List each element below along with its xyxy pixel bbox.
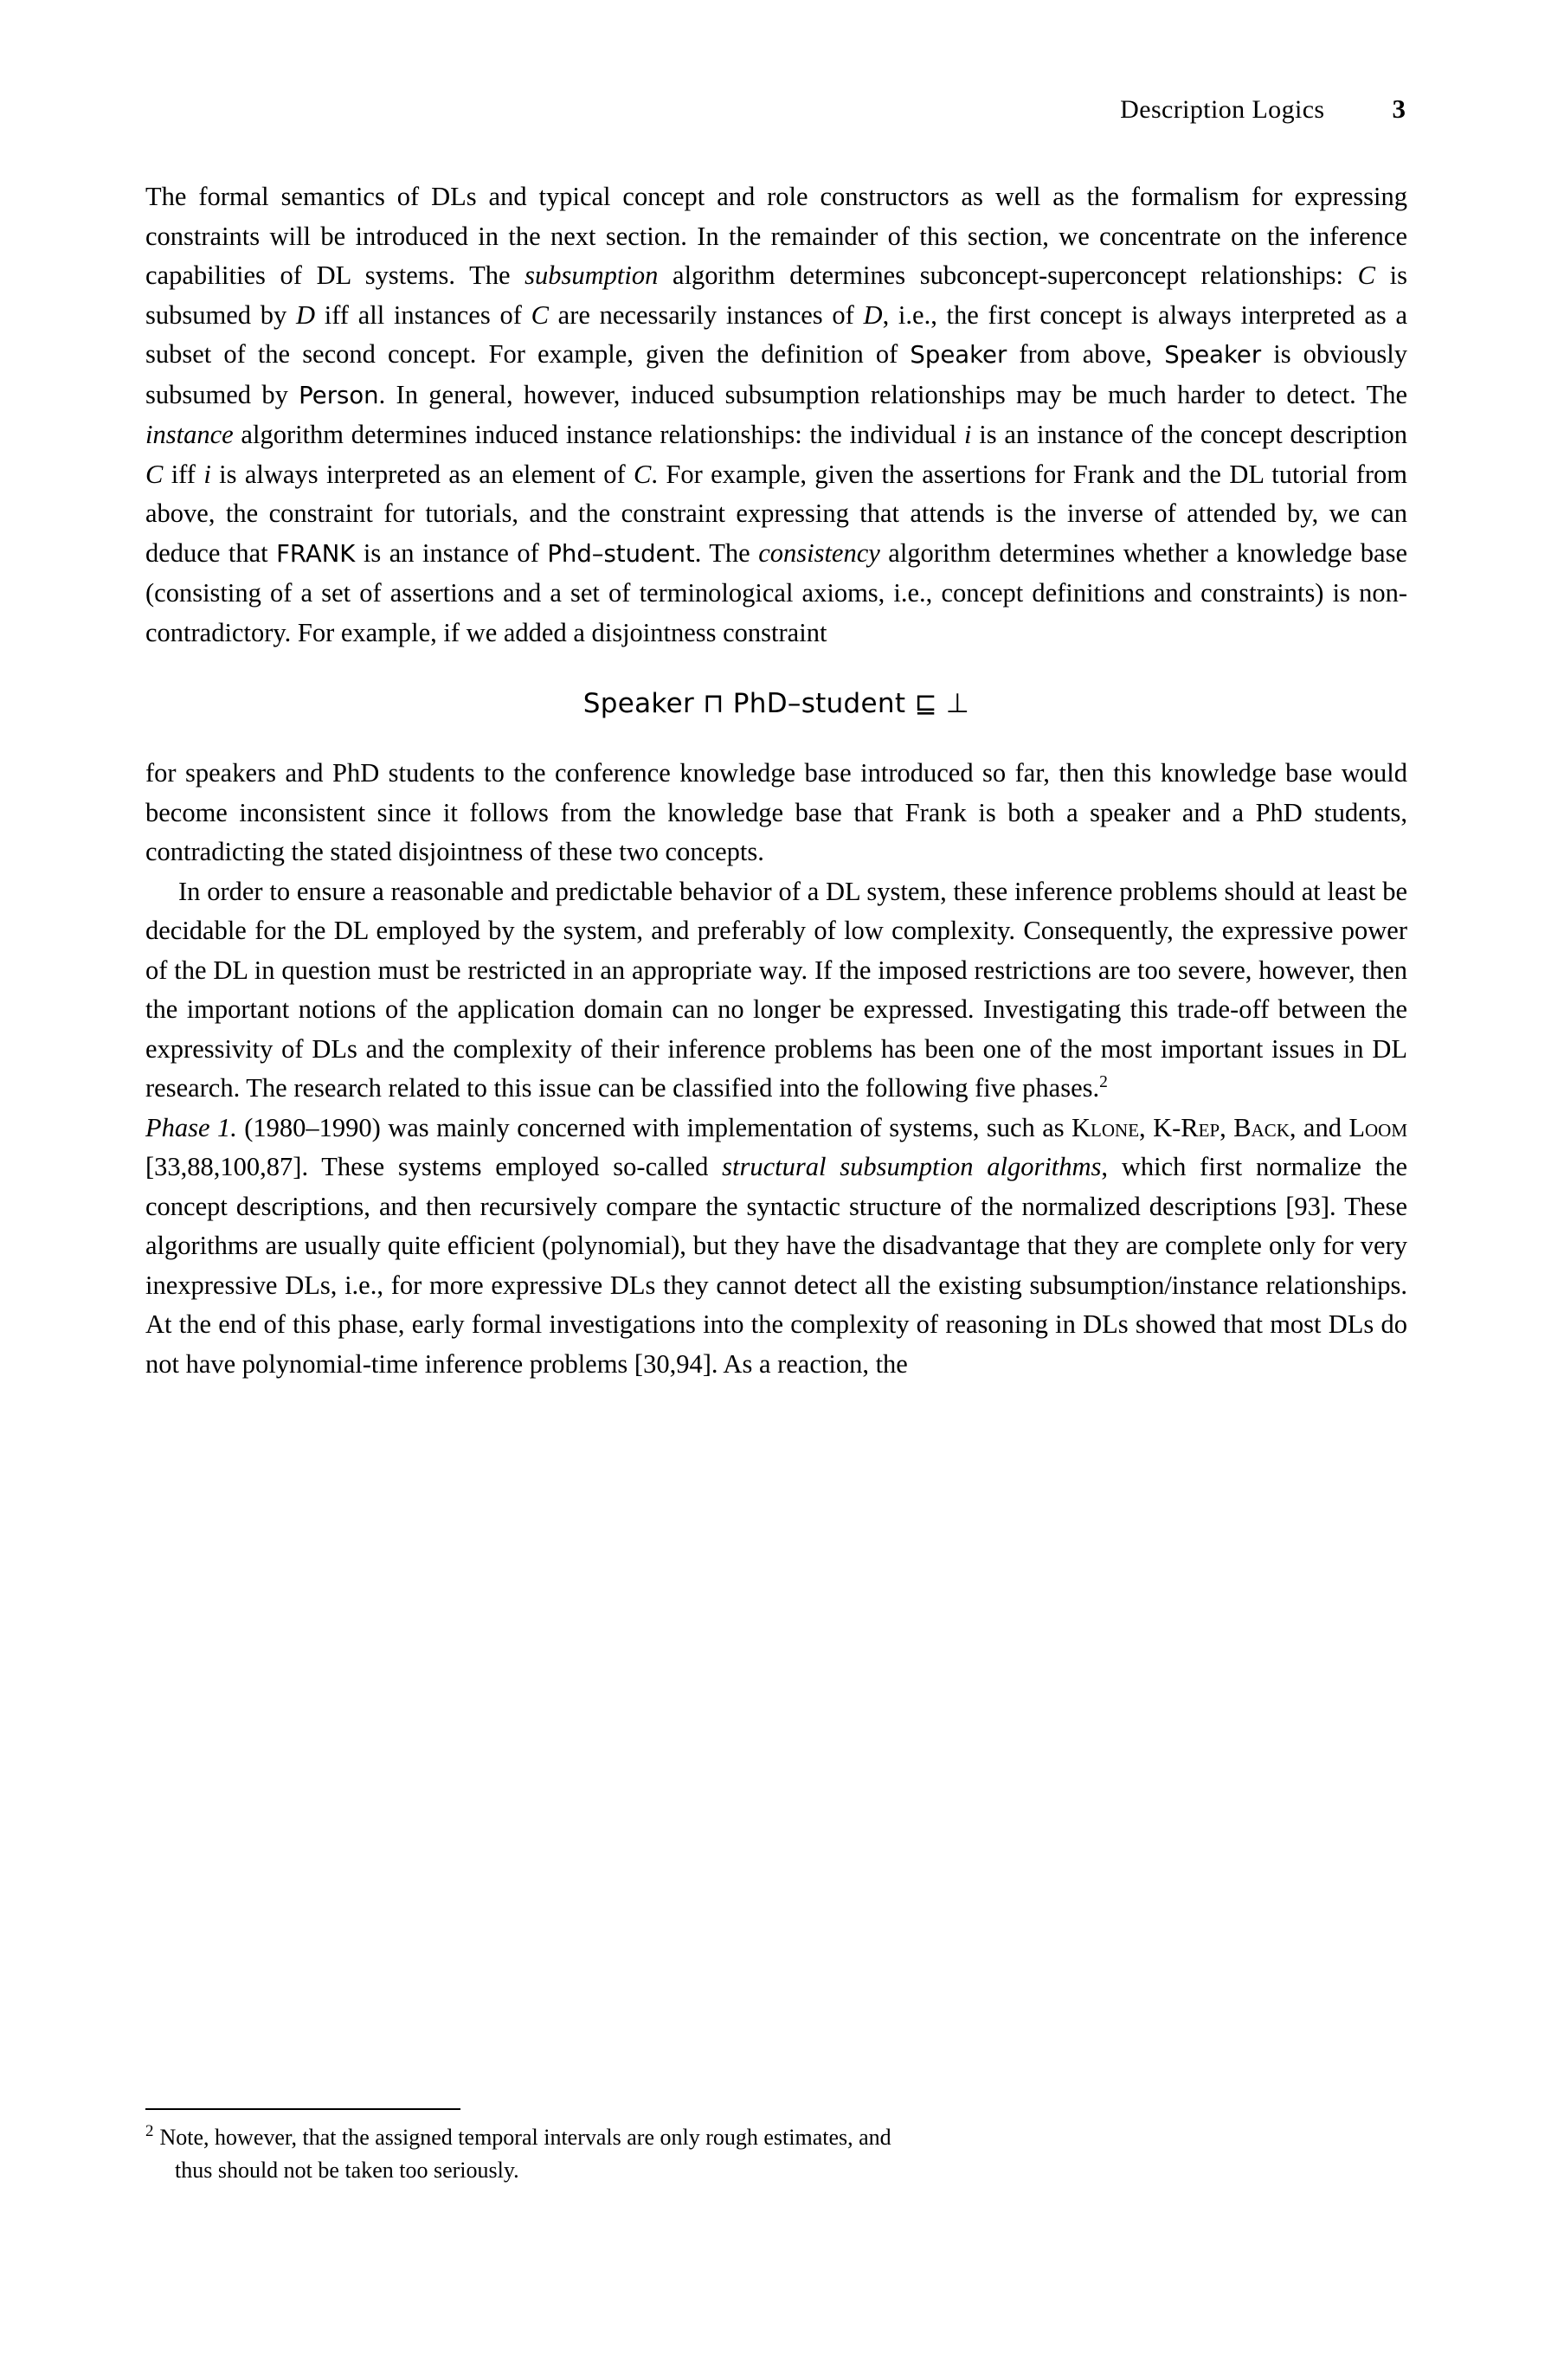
- p1-seg-j: algorithm determines induced instance relationships: the individual: [233, 420, 965, 449]
- p1-seg-l: iff: [163, 459, 204, 489]
- p1-var-c2: C: [531, 299, 549, 330]
- p1-var-c1: C: [1357, 261, 1375, 290]
- p1-var-i2: i: [203, 459, 211, 489]
- p4-seg-f: , which first normalize the concept descriptions, and then recursively compare the syntactic structure of the normalized descriptions [93]. These algorithms are usually quite efficient (polynomial), but they have the disadvantage that they are complete only for very inexpressive DLs, i.e., for more expressive DLs they cannot detect all the existing subsumption/instance relationships. At the end of this phase, early formal investigations into the complexity of reasoning in DLs showed that most DLs do not have polynomial-time inference problems [30,94]. As a reaction, the: [145, 1152, 1408, 1379]
- p4-seg-d: , and: [1289, 1112, 1349, 1142]
- footnote-separator: [145, 2108, 460, 2110]
- p1-seg-e: are necessarily instances of: [548, 299, 864, 330]
- p4-system-back: Back: [1233, 1112, 1290, 1142]
- p1-seg-m: is always interpreted as an element of: [210, 459, 634, 489]
- p4-phase-label: Phase 1.: [145, 1112, 237, 1142]
- p1-var-c4: C: [634, 459, 652, 489]
- p4-seg-c: ,: [1220, 1112, 1234, 1142]
- p1-seg-a: The formal semantics of DLs and typical concept and role constructors as well as the formalism for expressing constraints will be introduced in the next section. In the remainder of this section, we concentrate on the inference capabilities of DL systems. The: [145, 182, 1407, 290]
- p1-seg-k: is an instance of the concept description: [971, 420, 1407, 449]
- running-title: Description Logics: [1120, 95, 1325, 124]
- page-content: [145, 177, 1407, 1384]
- footnote-area: [145, 2108, 1407, 2187]
- p1-term-subsumption: subsumption: [525, 261, 659, 290]
- p1-individual-frank: FRANK: [276, 539, 356, 568]
- p1-seg-g: from above,: [1007, 339, 1165, 369]
- p4-term-structural-subsumption: structural subsumption algorithms: [722, 1152, 1102, 1181]
- paragraph-3: [145, 872, 1407, 1109]
- p1-concept-person: Person: [299, 381, 379, 409]
- p4-system-krep: K-Rep: [1153, 1112, 1220, 1142]
- footnote-ref-2[interactable]: 2: [1099, 1072, 1108, 1091]
- p4-seg-a: (1980–1990) was mainly concerned with implementation of systems, such as: [236, 1112, 1072, 1142]
- page-number: 3: [1392, 93, 1406, 124]
- p1-var-d2: D: [863, 299, 883, 330]
- p1-concept-speaker-2: Speaker: [1164, 341, 1262, 369]
- footnote-line-1: Note, however, that the assigned temporal intervals are only rough estimates, and: [159, 2125, 891, 2150]
- footnote-marker: 2: [145, 2122, 154, 2141]
- p1-var-i1: i: [964, 420, 972, 449]
- p4-seg-b: ,: [1139, 1112, 1154, 1142]
- p1-var-c3: C: [145, 459, 164, 489]
- footnote-2: [145, 2121, 1407, 2187]
- page-header: [0, 93, 1551, 125]
- p3-text: In order to ensure a reasonable and predictable behavior of a DL system, these inference problems should at least be decidable for the DL employed by the system, and preferably of low complexity. Consequently, the expressive power of the DL in question must be restricted in an appropriate way. If the imposed restrictions are too severe, however, then the important notions of the application domain can no longer be expressed. Investigating this trade-off between the expressivity of DLs and the complexity of their inference problems has been one of the most important issues in DL research. The research related to this issue can be classified into the following five phases.: [145, 876, 1407, 1103]
- p1-seg-b: algorithm determines subconcept-superconcept relationships:: [658, 261, 1358, 290]
- paragraph-4: [145, 1109, 1407, 1385]
- p1-seg-h: is obviously subsumed by: [145, 339, 1407, 409]
- p1-term-consistency: consistency: [758, 537, 880, 568]
- p1-seg-d: iff all instances of: [315, 299, 531, 330]
- p1-seg-i: . In general, however, induced subsumption relationships may be much harder to detect. The: [378, 379, 1408, 409]
- p1-seg-q: algorithm determines whether a knowledge base (consisting of a set of assertions and a set of terminological axioms, i.e., concept definitions and constraints) is non-contradictory. For example, if we added a disjointness constraint: [145, 537, 1407, 647]
- footnote-line-2: thus should not be taken too seriously.: [175, 2158, 519, 2183]
- p1-seg-c: is subsumed by: [145, 261, 1407, 330]
- p4-system-klone: Klone: [1072, 1112, 1140, 1142]
- paragraph-2: for speakers and PhD students to the conference knowledge base introduced so far, then this knowledge base would become inconsistent since it follows from the knowledge base that Frank is both a speaker and a PhD students, contradicting the stated disjointness of these two concepts.: [145, 758, 1407, 866]
- p1-concept-phd-student: Phd–student: [547, 539, 695, 568]
- p1-seg-p: . The: [694, 537, 759, 568]
- p1-seg-f: , i.e., the first concept is always interpreted as a subset of the second concept. For example, given the definition of: [145, 299, 1407, 369]
- p1-seg-o: is an instance of: [355, 537, 548, 568]
- paragraph-1: [145, 177, 1407, 653]
- p1-concept-speaker-1: Speaker: [910, 341, 1007, 369]
- p1-term-instance: instance: [145, 420, 234, 449]
- p4-seg-e: [33,88,100,87]. These systems employed so-called: [145, 1152, 723, 1181]
- p1-seg-n: . For example, given the assertions for Frank and the DL tutorial from above, the constraint for tutorials, and the constraint expressing that attends is the inverse of attended by, we can deduce that: [145, 459, 1407, 568]
- p1-var-d1: D: [295, 299, 315, 330]
- display-formula-disjointness: Speaker ⊓ PhD–student ⊑ ⊥: [582, 688, 970, 719]
- p4-system-loom: Loom: [1348, 1112, 1408, 1142]
